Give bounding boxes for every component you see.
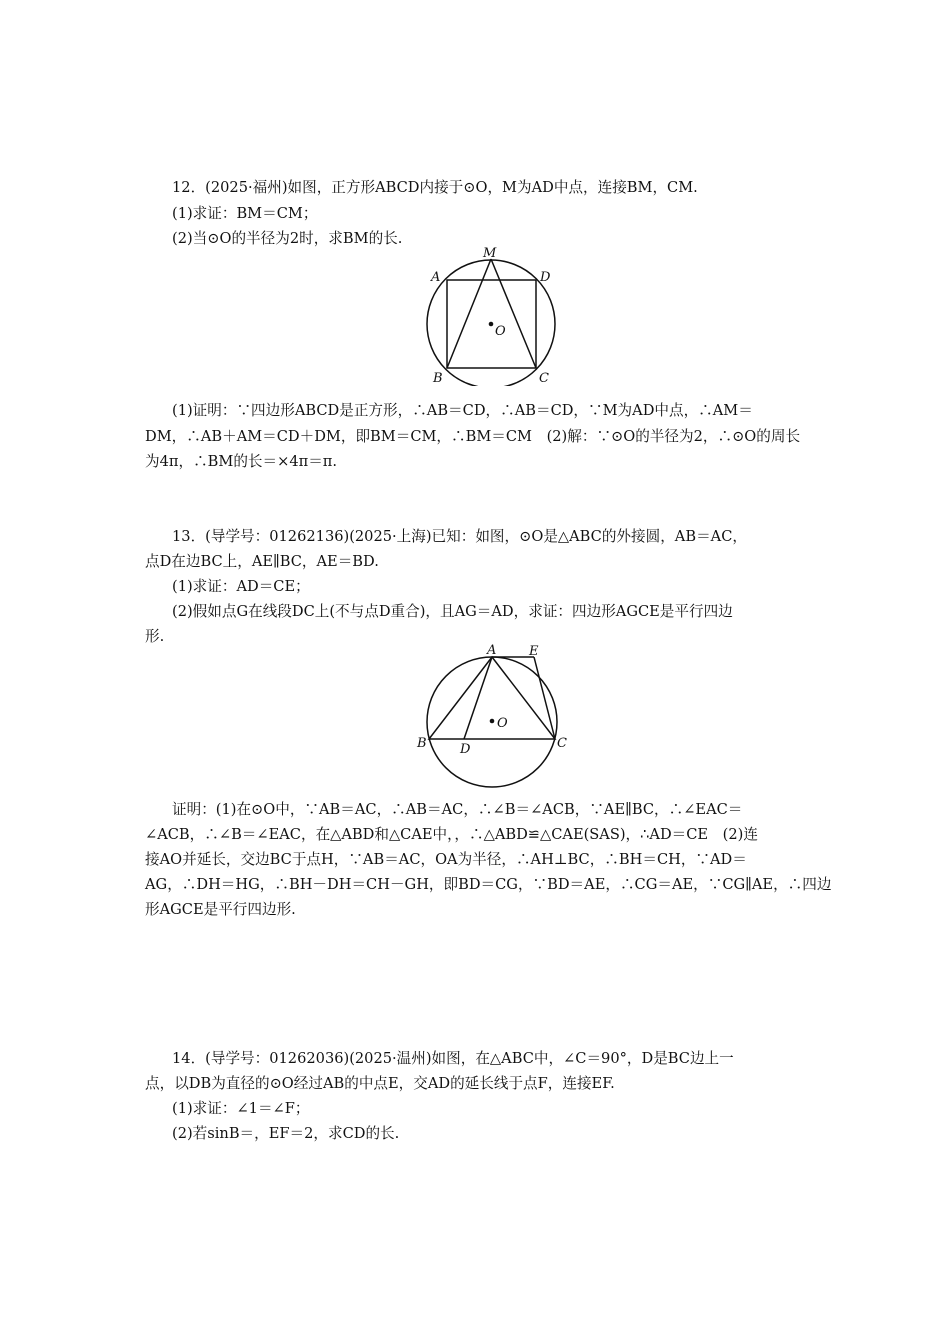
problem-13-part-2-cont: 形. <box>145 628 165 645</box>
solution-12-line-3: 为4π，∴BM的长＝×4π＝π. <box>145 453 338 470</box>
problem-13-part-1: (1)求证：AD＝CE； <box>172 578 310 595</box>
solution-13-line-3: 接AO并延长，交边BC于点H，∵AB＝AC，OA为半径，∴AH⊥BC，∴BH＝CH，∵AD＝ <box>145 851 747 868</box>
label-c: C <box>557 736 567 751</box>
solution-12-line-2: DM，∴AB＋AM＝CD＋DM，即BM＝CM，∴BM＝CM (2)解：∵⊙O的半径为2，∴⊙O的周长 <box>145 428 801 445</box>
label-e: E <box>529 644 539 659</box>
center-point-o <box>490 719 495 724</box>
label-a: A <box>487 643 497 658</box>
segment-ad <box>464 657 492 739</box>
problem-14-heading-cont: 点，以DB为直径的⊙O经过AB的中点E，交AD的延长线于点F，连接EF. <box>145 1075 615 1092</box>
problem-14-part-2: (2)若sinB＝，EF＝2，求CD的长. <box>172 1125 400 1142</box>
label-a: A <box>431 270 441 285</box>
label-b: B <box>433 371 443 386</box>
segment-bm <box>447 259 491 368</box>
problem-12-part-2: (2)当⊙O的半径为2时，求BM的长. <box>172 230 403 247</box>
label-o: O <box>495 324 506 339</box>
solution-13-line-1: 证明：(1)在⊙O中，∵AB＝AC，∴AB＝AC，∴∠B＝∠ACB，∵AE∥BC，∴∠EAC＝ <box>172 801 743 818</box>
solution-12-line-1: (1)证明：∵四边形ABCD是正方形，∴AB＝CD，∴AB＝CD，∵M为AD中点，∴AM＝ <box>172 402 753 419</box>
label-m: M <box>483 246 497 261</box>
problem-14-heading: 14．(导学号：01262036)(2025·温州)如图，在△ABC中，∠C＝90°，D是BC边上一 <box>172 1050 734 1067</box>
solution-13-line-5: 形AGCE是平行四边形. <box>145 901 296 918</box>
solution-13-line-4: AG，∴DH＝HG，∴BH－DH＝CH－GH，即BD＝CG，∵BD＝AE，∴CG＝AE，∵CG∥AE，∴四边 <box>145 876 832 893</box>
label-b: B <box>417 736 427 751</box>
label-c: C <box>539 371 549 386</box>
label-d: D <box>460 742 471 757</box>
problem-12-heading: 12．(2025·福州)如图，正方形ABCD内接于⊙O，M为AD中点，连接BM，CM. <box>172 179 698 196</box>
figure-12-circle-square <box>420 244 570 386</box>
problem-13-heading-cont: 点D在边BC上，AE∥BC，AE＝BD. <box>145 553 379 570</box>
solution-13-line-2: ∠ACB，∴∠B＝∠EAC，在△ABD和△CAE中，，∴△ABD≌△CAE(SAS)，∴AD＝CE (2)连 <box>145 826 758 843</box>
problem-12-part-1: (1)求证：BM＝CM； <box>172 205 318 222</box>
problem-13-part-2: (2)假如点G在线段DC上(不与点D重合)，且AG＝AD，求证：四边形AGCE是平行四边 <box>172 603 733 620</box>
label-d: D <box>540 270 551 285</box>
triangle-abc <box>429 657 555 739</box>
segment-cm <box>491 259 536 368</box>
center-point-o <box>489 322 494 327</box>
problem-13-heading: 13．(导学号：01262136)(2025·上海)已知：如图，⊙O是△ABC的外接圆，AB＝AC， <box>172 528 747 545</box>
figure-13-circumcircle <box>412 642 577 792</box>
label-o: O <box>497 716 508 731</box>
problem-14-part-1: (1)求证：∠1＝∠F； <box>172 1100 310 1117</box>
